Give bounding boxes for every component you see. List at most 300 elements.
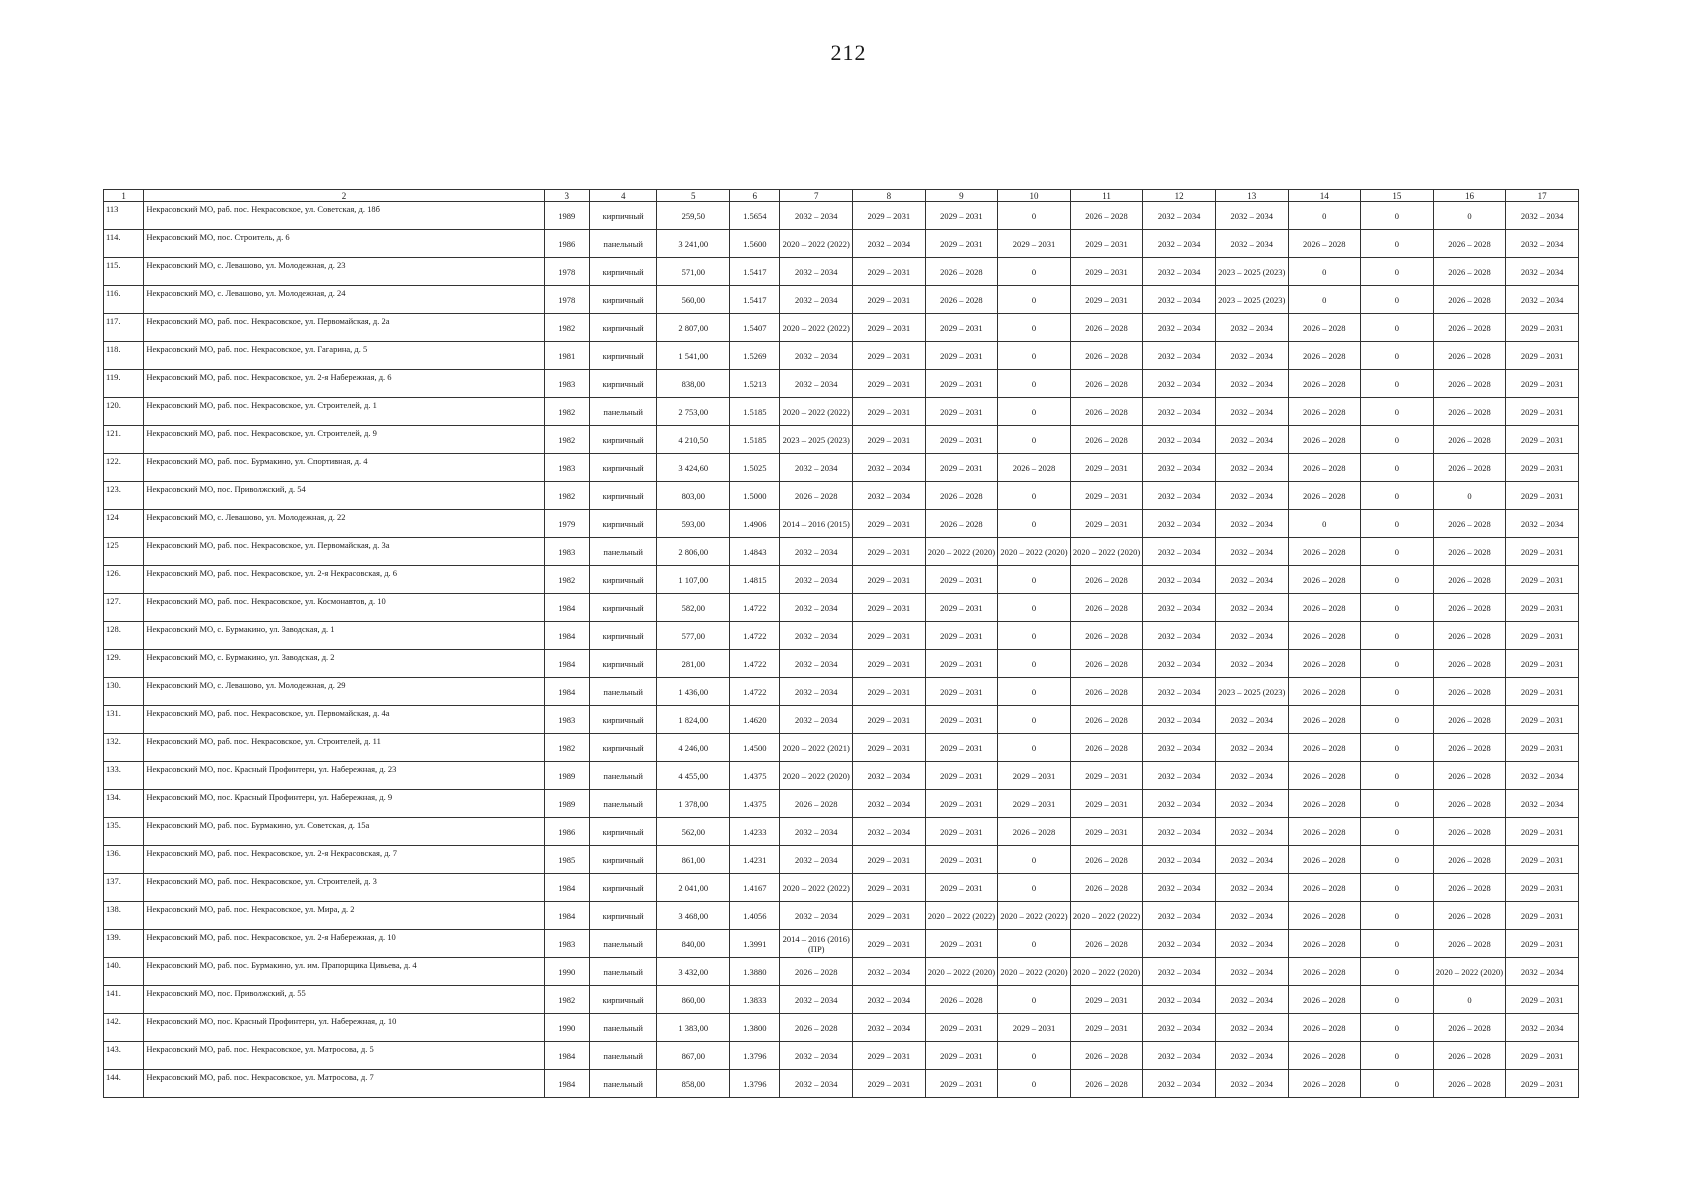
table-cell: кирпичный [589, 846, 657, 874]
table-cell: 2032 – 2034 [780, 1042, 853, 1070]
table-cell: 2032 – 2034 [1506, 230, 1579, 258]
table-cell: 2029 – 2031 [1506, 678, 1579, 706]
column-header: 6 [730, 190, 780, 202]
table-cell: 2029 – 2031 [853, 874, 926, 902]
table-row [104, 314, 1579, 342]
table-cell: 3 432,00 [657, 958, 730, 986]
table-cell: 2032 – 2034 [1143, 594, 1216, 622]
table-cell: 1.4815 [730, 566, 780, 594]
table-cell: 2026 – 2028 [1070, 678, 1143, 706]
table-cell: 2026 – 2028 [1288, 790, 1361, 818]
table-cell: 2026 – 2028 [1433, 538, 1506, 566]
table-cell: 1985 [544, 846, 589, 874]
table-cell: 1989 [544, 202, 589, 230]
address-cell: Некрасовский МО, раб. пос. Некрасовское, ул. Матросова, д. 5 [144, 1042, 544, 1070]
table-cell: 0 [1361, 370, 1434, 398]
table-cell: 2032 – 2034 [780, 846, 853, 874]
address-cell: Некрасовский МО, раб. пос. Некрасовское, ул. Матросова, д. 7 [144, 1070, 544, 1098]
table-cell: 2029 – 2031 [1506, 1042, 1579, 1070]
table-cell: 2026 – 2028 [1433, 454, 1506, 482]
table-row [104, 370, 1579, 398]
table-cell: 562,00 [657, 818, 730, 846]
table-cell: 0 [1361, 538, 1434, 566]
table-cell: 2029 – 2031 [925, 706, 998, 734]
table-body [104, 202, 1579, 1098]
address-cell: Некрасовский МО, пос. Приволжский, д. 55 [144, 986, 544, 1014]
table-cell: 1984 [544, 902, 589, 930]
table-cell: 2029 – 2031 [925, 874, 998, 902]
table-cell: 2026 – 2028 [925, 258, 998, 286]
table-cell: 2026 – 2028 [1433, 762, 1506, 790]
table-cell: 2029 – 2031 [1506, 594, 1579, 622]
table-cell: 0 [1361, 874, 1434, 902]
column-header: 1 [104, 190, 144, 202]
table-cell: 2029 – 2031 [1070, 818, 1143, 846]
table-cell: 2032 – 2034 [1143, 314, 1216, 342]
table-cell: 1.3796 [730, 1070, 780, 1098]
table-cell: 2026 – 2028 [1070, 706, 1143, 734]
table-cell: 2029 – 2031 [853, 202, 926, 230]
table-cell: панельный [589, 538, 657, 566]
column-header: 5 [657, 190, 730, 202]
table-cell: 0 [1361, 566, 1434, 594]
address-cell: Некрасовский МО, пос. Приволжский, д. 54 [144, 482, 544, 510]
address-cell: Некрасовский МО, раб. пос. Некрасовское, ул. Строителей, д. 1 [144, 398, 544, 426]
table-cell: 2032 – 2034 [1143, 930, 1216, 958]
table-cell: 2020 – 2022 (2020) [998, 538, 1071, 566]
table-cell: 1.3800 [730, 1014, 780, 1042]
table-cell: кирпичный [589, 202, 657, 230]
table-row [104, 286, 1579, 314]
table-cell: 2 806,00 [657, 538, 730, 566]
table-cell: 1.3833 [730, 986, 780, 1014]
table-cell: 2026 – 2028 [1070, 650, 1143, 678]
table-cell: 2032 – 2034 [780, 902, 853, 930]
table-cell: 1.5185 [730, 398, 780, 426]
table-cell: 2032 – 2034 [1143, 370, 1216, 398]
row-number-cell: 114. [104, 230, 144, 258]
table-cell: 2032 – 2034 [1215, 734, 1288, 762]
table-cell: 2032 – 2034 [1143, 1014, 1216, 1042]
table-cell: 2026 – 2028 [1433, 510, 1506, 538]
table-cell: 2032 – 2034 [1215, 454, 1288, 482]
table-cell: 0 [1361, 622, 1434, 650]
table-row [104, 594, 1579, 622]
table-cell: 2026 – 2028 [1433, 398, 1506, 426]
table-cell: 0 [1361, 762, 1434, 790]
table-cell: 0 [998, 510, 1071, 538]
address-cell: Некрасовский МО, раб. пос. Некрасовское, ул. Первомайская, д. 4а [144, 706, 544, 734]
table-cell: 0 [998, 314, 1071, 342]
table-cell: 1.5417 [730, 258, 780, 286]
table-cell: 2032 – 2034 [1215, 594, 1288, 622]
table-cell: кирпичный [589, 482, 657, 510]
table-cell: 1.5025 [730, 454, 780, 482]
table-cell: 2029 – 2031 [853, 398, 926, 426]
table-cell: 2029 – 2031 [1506, 426, 1579, 454]
table-cell: 2026 – 2028 [1433, 874, 1506, 902]
table-cell: 1983 [544, 370, 589, 398]
table-cell: 2032 – 2034 [1143, 1042, 1216, 1070]
table-cell: кирпичный [589, 594, 657, 622]
table-cell: 2029 – 2031 [1506, 650, 1579, 678]
table-cell: 0 [998, 594, 1071, 622]
table-cell: 2032 – 2034 [1143, 566, 1216, 594]
table-row [104, 426, 1579, 454]
address-cell: Некрасовский МО, раб. пос. Некрасовское, ул. 2-я Некрасовская, д. 7 [144, 846, 544, 874]
table-cell: 2032 – 2034 [1143, 958, 1216, 986]
table-cell: 2020 – 2022 (2022) [780, 398, 853, 426]
table-row [104, 734, 1579, 762]
table-cell: кирпичный [589, 258, 657, 286]
table-cell: кирпичный [589, 454, 657, 482]
table-cell: 2020 – 2022 (2020) [925, 538, 998, 566]
address-cell: Некрасовский МО, раб. пос. Некрасовское, ул. Космонавтов, д. 10 [144, 594, 544, 622]
table-cell: кирпичный [589, 874, 657, 902]
table-cell: 2029 – 2031 [925, 1070, 998, 1098]
table-cell: 2032 – 2034 [853, 958, 926, 986]
table-cell: 2032 – 2034 [1143, 846, 1216, 874]
table-cell: 3 424,60 [657, 454, 730, 482]
row-number-cell: 116. [104, 286, 144, 314]
table-cell: 0 [998, 874, 1071, 902]
table-cell: 2014 – 2016 (2016) (ПР) [780, 930, 853, 958]
table-cell: 2032 – 2034 [1215, 538, 1288, 566]
table-cell: 2 807,00 [657, 314, 730, 342]
table-cell: 2023 – 2025 (2023) [780, 426, 853, 454]
table-row [104, 958, 1579, 986]
table-cell: 2029 – 2031 [925, 1014, 998, 1042]
table-cell: 2026 – 2028 [1288, 902, 1361, 930]
table-row [104, 342, 1579, 370]
table-cell: панельный [589, 678, 657, 706]
table-cell: 2026 – 2028 [1288, 958, 1361, 986]
table-cell: 1.4722 [730, 650, 780, 678]
table-cell: 2026 – 2028 [1433, 650, 1506, 678]
table-cell: 2032 – 2034 [1215, 1042, 1288, 1070]
table-row [104, 566, 1579, 594]
table-cell: 2020 – 2022 (2022) [780, 230, 853, 258]
address-cell: Некрасовский МО, с. Левашово, ул. Молодежная, д. 23 [144, 258, 544, 286]
table-cell: 0 [1361, 482, 1434, 510]
table-cell: 0 [1361, 650, 1434, 678]
table-cell: 1.5213 [730, 370, 780, 398]
table-cell: 2026 – 2028 [1433, 818, 1506, 846]
table-cell: 1982 [544, 398, 589, 426]
table-cell: 2020 – 2022 (2020) [998, 958, 1071, 986]
table-cell: 2026 – 2028 [1070, 1070, 1143, 1098]
table-cell: 2032 – 2034 [780, 1070, 853, 1098]
address-cell: Некрасовский МО, раб. пос. Бурмакино, ул. Советская, д. 15а [144, 818, 544, 846]
table-cell: 2029 – 2031 [998, 230, 1071, 258]
table-cell: 2026 – 2028 [1070, 426, 1143, 454]
row-number-cell: 124 [104, 510, 144, 538]
table-cell: 0 [1361, 790, 1434, 818]
table-row [104, 1014, 1579, 1042]
row-number-cell: 136. [104, 846, 144, 874]
table-cell: 2026 – 2028 [925, 286, 998, 314]
row-number-cell: 113 [104, 202, 144, 230]
table-cell: 1982 [544, 426, 589, 454]
table-cell: 1.5407 [730, 314, 780, 342]
table-cell: 2029 – 2031 [1070, 986, 1143, 1014]
table-cell: 2029 – 2031 [998, 1014, 1071, 1042]
table-cell: 1978 [544, 286, 589, 314]
table-cell: 2029 – 2031 [1070, 762, 1143, 790]
table-cell: 2032 – 2034 [780, 370, 853, 398]
table-cell: 2026 – 2028 [1433, 426, 1506, 454]
table-cell: 2029 – 2031 [925, 846, 998, 874]
table-cell: 2026 – 2028 [998, 818, 1071, 846]
table-cell: 2026 – 2028 [1070, 874, 1143, 902]
table-cell: 2029 – 2031 [1506, 734, 1579, 762]
table-cell: 1.5000 [730, 482, 780, 510]
table-cell: 2029 – 2031 [1506, 566, 1579, 594]
table-cell: 2029 – 2031 [1506, 706, 1579, 734]
table-cell: 2032 – 2034 [1215, 790, 1288, 818]
table-cell: 2029 – 2031 [925, 622, 998, 650]
table-cell: 1.4375 [730, 790, 780, 818]
address-cell: Некрасовский МО, пос. Строитель, д. 6 [144, 230, 544, 258]
table-row [104, 818, 1579, 846]
table-cell: 1 383,00 [657, 1014, 730, 1042]
table-cell: 1.4056 [730, 902, 780, 930]
table-cell: кирпичный [589, 650, 657, 678]
table-cell: 2 041,00 [657, 874, 730, 902]
table-cell: 2029 – 2031 [853, 370, 926, 398]
table-cell: 2032 – 2034 [780, 622, 853, 650]
table-cell: 2032 – 2034 [1215, 902, 1288, 930]
table-cell: 2032 – 2034 [1215, 398, 1288, 426]
table-cell: 4 210,50 [657, 426, 730, 454]
table-cell: 2032 – 2034 [1215, 1070, 1288, 1098]
table-cell: 838,00 [657, 370, 730, 398]
table-row [104, 706, 1579, 734]
table-cell: 2029 – 2031 [1506, 1070, 1579, 1098]
table-cell: 2029 – 2031 [1070, 790, 1143, 818]
table-cell: 0 [1433, 482, 1506, 510]
table-cell: 0 [1361, 286, 1434, 314]
table-cell: 2032 – 2034 [780, 986, 853, 1014]
table-cell: 1981 [544, 342, 589, 370]
table-cell: 2032 – 2034 [1143, 650, 1216, 678]
table-cell: 2026 – 2028 [1288, 342, 1361, 370]
table-cell: 2026 – 2028 [1070, 930, 1143, 958]
table-cell: панельный [589, 230, 657, 258]
table-cell: кирпичный [589, 342, 657, 370]
table-cell: 1984 [544, 874, 589, 902]
table-cell: кирпичный [589, 314, 657, 342]
row-number-cell: 130. [104, 678, 144, 706]
table-cell: 2026 – 2028 [1288, 846, 1361, 874]
table-cell: 0 [1361, 930, 1434, 958]
table-cell: 2020 – 2022 (2022) [998, 902, 1071, 930]
table-cell: 2029 – 2031 [1070, 1014, 1143, 1042]
table-cell: кирпичный [589, 622, 657, 650]
table-cell: 0 [1361, 1014, 1434, 1042]
table-row [104, 846, 1579, 874]
column-header: 13 [1215, 190, 1288, 202]
table-cell: 2032 – 2034 [853, 230, 926, 258]
table-cell: 2032 – 2034 [1143, 622, 1216, 650]
address-cell: Некрасовский МО, пос. Красный Профинтерн, ул. Набережная, д. 9 [144, 790, 544, 818]
table-cell: 2032 – 2034 [1506, 958, 1579, 986]
table-cell: 0 [1288, 202, 1361, 230]
row-number-cell: 140. [104, 958, 144, 986]
table-cell: 2032 – 2034 [780, 342, 853, 370]
table-row [104, 762, 1579, 790]
table-cell: 2029 – 2031 [853, 622, 926, 650]
row-number-cell: 139. [104, 930, 144, 958]
table-cell: 0 [1361, 510, 1434, 538]
column-header: 9 [925, 190, 998, 202]
table-cell: 2020 – 2022 (2022) [1070, 902, 1143, 930]
column-header: 11 [1070, 190, 1143, 202]
table-cell: 2020 – 2022 (2020) [1433, 958, 1506, 986]
table-row [104, 874, 1579, 902]
table-cell: 2026 – 2028 [1433, 790, 1506, 818]
table-cell: 2029 – 2031 [1506, 314, 1579, 342]
table-cell: 2032 – 2034 [1506, 202, 1579, 230]
table-cell: 2029 – 2031 [1070, 230, 1143, 258]
address-cell: Некрасовский МО, раб. пос. Некрасовское, ул. 2-я Некрасовская, д. 6 [144, 566, 544, 594]
table-cell: 1 824,00 [657, 706, 730, 734]
table-cell: 2026 – 2028 [780, 958, 853, 986]
table-cell: 2032 – 2034 [1143, 706, 1216, 734]
table-cell: 0 [1361, 958, 1434, 986]
table-cell: 577,00 [657, 622, 730, 650]
table-cell: 0 [998, 286, 1071, 314]
table-cell: 0 [998, 846, 1071, 874]
address-cell: Некрасовский МО, с. Бурмакино, ул. Заводская, д. 1 [144, 622, 544, 650]
table-cell: 2029 – 2031 [1506, 482, 1579, 510]
table-cell: 2026 – 2028 [998, 454, 1071, 482]
table-cell: 2026 – 2028 [1288, 986, 1361, 1014]
table-cell: 2026 – 2028 [1288, 874, 1361, 902]
table-cell: 2026 – 2028 [925, 510, 998, 538]
address-cell: Некрасовский МО, раб. пос. Некрасовское, ул. Строителей, д. 11 [144, 734, 544, 762]
table-cell: 2026 – 2028 [1433, 678, 1506, 706]
row-number-cell: 129. [104, 650, 144, 678]
table-cell: 2026 – 2028 [1433, 1014, 1506, 1042]
table-cell: 2032 – 2034 [1143, 818, 1216, 846]
table-row [104, 1042, 1579, 1070]
table-cell: 2032 – 2034 [1215, 370, 1288, 398]
table-cell: 1982 [544, 314, 589, 342]
table-cell: 1.4906 [730, 510, 780, 538]
table-cell: 0 [1361, 202, 1434, 230]
table-cell: кирпичный [589, 902, 657, 930]
address-cell: Некрасовский МО, с. Левашово, ул. Молодежная, д. 29 [144, 678, 544, 706]
table-cell: 2032 – 2034 [853, 986, 926, 1014]
row-number-cell: 119. [104, 370, 144, 398]
table-cell: 2026 – 2028 [1288, 594, 1361, 622]
table-cell: 4 455,00 [657, 762, 730, 790]
table-cell: 2026 – 2028 [1288, 566, 1361, 594]
table-cell: 1986 [544, 230, 589, 258]
table-cell: 259,50 [657, 202, 730, 230]
table-cell: 2032 – 2034 [1143, 258, 1216, 286]
table-cell: 2029 – 2031 [925, 650, 998, 678]
table-cell: 1 436,00 [657, 678, 730, 706]
table-cell: 2029 – 2031 [925, 314, 998, 342]
table-cell: 2020 – 2022 (2020) [925, 958, 998, 986]
table-cell: 2032 – 2034 [1506, 762, 1579, 790]
table-cell: 1.3991 [730, 930, 780, 958]
table-cell: 2026 – 2028 [1288, 314, 1361, 342]
address-cell: Некрасовский МО, раб. пос. Некрасовское, ул. Мира, д. 2 [144, 902, 544, 930]
table-cell: 2026 – 2028 [1070, 594, 1143, 622]
table-cell: 2026 – 2028 [1433, 706, 1506, 734]
table-cell: 2029 – 2031 [853, 650, 926, 678]
table-cell: 2032 – 2034 [780, 706, 853, 734]
table-cell: 2026 – 2028 [1433, 258, 1506, 286]
table-cell: 2029 – 2031 [1506, 874, 1579, 902]
table-cell: 2032 – 2034 [853, 762, 926, 790]
table-cell: 582,00 [657, 594, 730, 622]
table-cell: 2026 – 2028 [1433, 230, 1506, 258]
table-cell: 2032 – 2034 [1215, 230, 1288, 258]
table-cell: 0 [1361, 734, 1434, 762]
table-cell: 2032 – 2034 [1143, 902, 1216, 930]
table-cell: 1.4500 [730, 734, 780, 762]
column-header: 2 [144, 190, 544, 202]
table-row [104, 650, 1579, 678]
table-cell: 2032 – 2034 [1143, 1070, 1216, 1098]
table-cell: 1 107,00 [657, 566, 730, 594]
table-cell: 867,00 [657, 1042, 730, 1070]
row-number-cell: 135. [104, 818, 144, 846]
table-cell: 1990 [544, 1014, 589, 1042]
table-cell: 2029 – 2031 [853, 594, 926, 622]
table-cell: 2026 – 2028 [1288, 370, 1361, 398]
table-cell: 1983 [544, 930, 589, 958]
table-cell: 2029 – 2031 [925, 1042, 998, 1070]
table-cell: 2029 – 2031 [853, 342, 926, 370]
table-cell: 2029 – 2031 [925, 790, 998, 818]
table-cell: 2032 – 2034 [1215, 846, 1288, 874]
table-cell: 2032 – 2034 [1215, 566, 1288, 594]
row-number-cell: 141. [104, 986, 144, 1014]
table-cell: 1.5269 [730, 342, 780, 370]
table-cell: 2026 – 2028 [1288, 706, 1361, 734]
table-cell: 2032 – 2034 [1143, 538, 1216, 566]
table-cell: 1984 [544, 622, 589, 650]
table-cell: 2032 – 2034 [1143, 874, 1216, 902]
table-cell: 1.5185 [730, 426, 780, 454]
table-cell: 2032 – 2034 [1143, 342, 1216, 370]
table-cell: 1.4167 [730, 874, 780, 902]
table-cell: 2026 – 2028 [1288, 622, 1361, 650]
table-cell: 1983 [544, 454, 589, 482]
row-number-cell: 131. [104, 706, 144, 734]
table-row [104, 790, 1579, 818]
table-cell: 2026 – 2028 [1288, 1014, 1361, 1042]
table-cell: 1982 [544, 566, 589, 594]
table-cell: 2029 – 2031 [853, 1070, 926, 1098]
table-cell: 2029 – 2031 [853, 902, 926, 930]
table-cell: 1984 [544, 1042, 589, 1070]
table-cell: 0 [1361, 258, 1434, 286]
table-cell: 2023 – 2025 (2023) [1215, 678, 1288, 706]
table-cell: 2026 – 2028 [1433, 734, 1506, 762]
table-cell: 2032 – 2034 [1215, 426, 1288, 454]
table-cell: 2032 – 2034 [780, 538, 853, 566]
table-cell: 2026 – 2028 [1433, 342, 1506, 370]
table-cell: 2026 – 2028 [780, 790, 853, 818]
table-cell: 3 241,00 [657, 230, 730, 258]
table-cell: 2032 – 2034 [1143, 202, 1216, 230]
